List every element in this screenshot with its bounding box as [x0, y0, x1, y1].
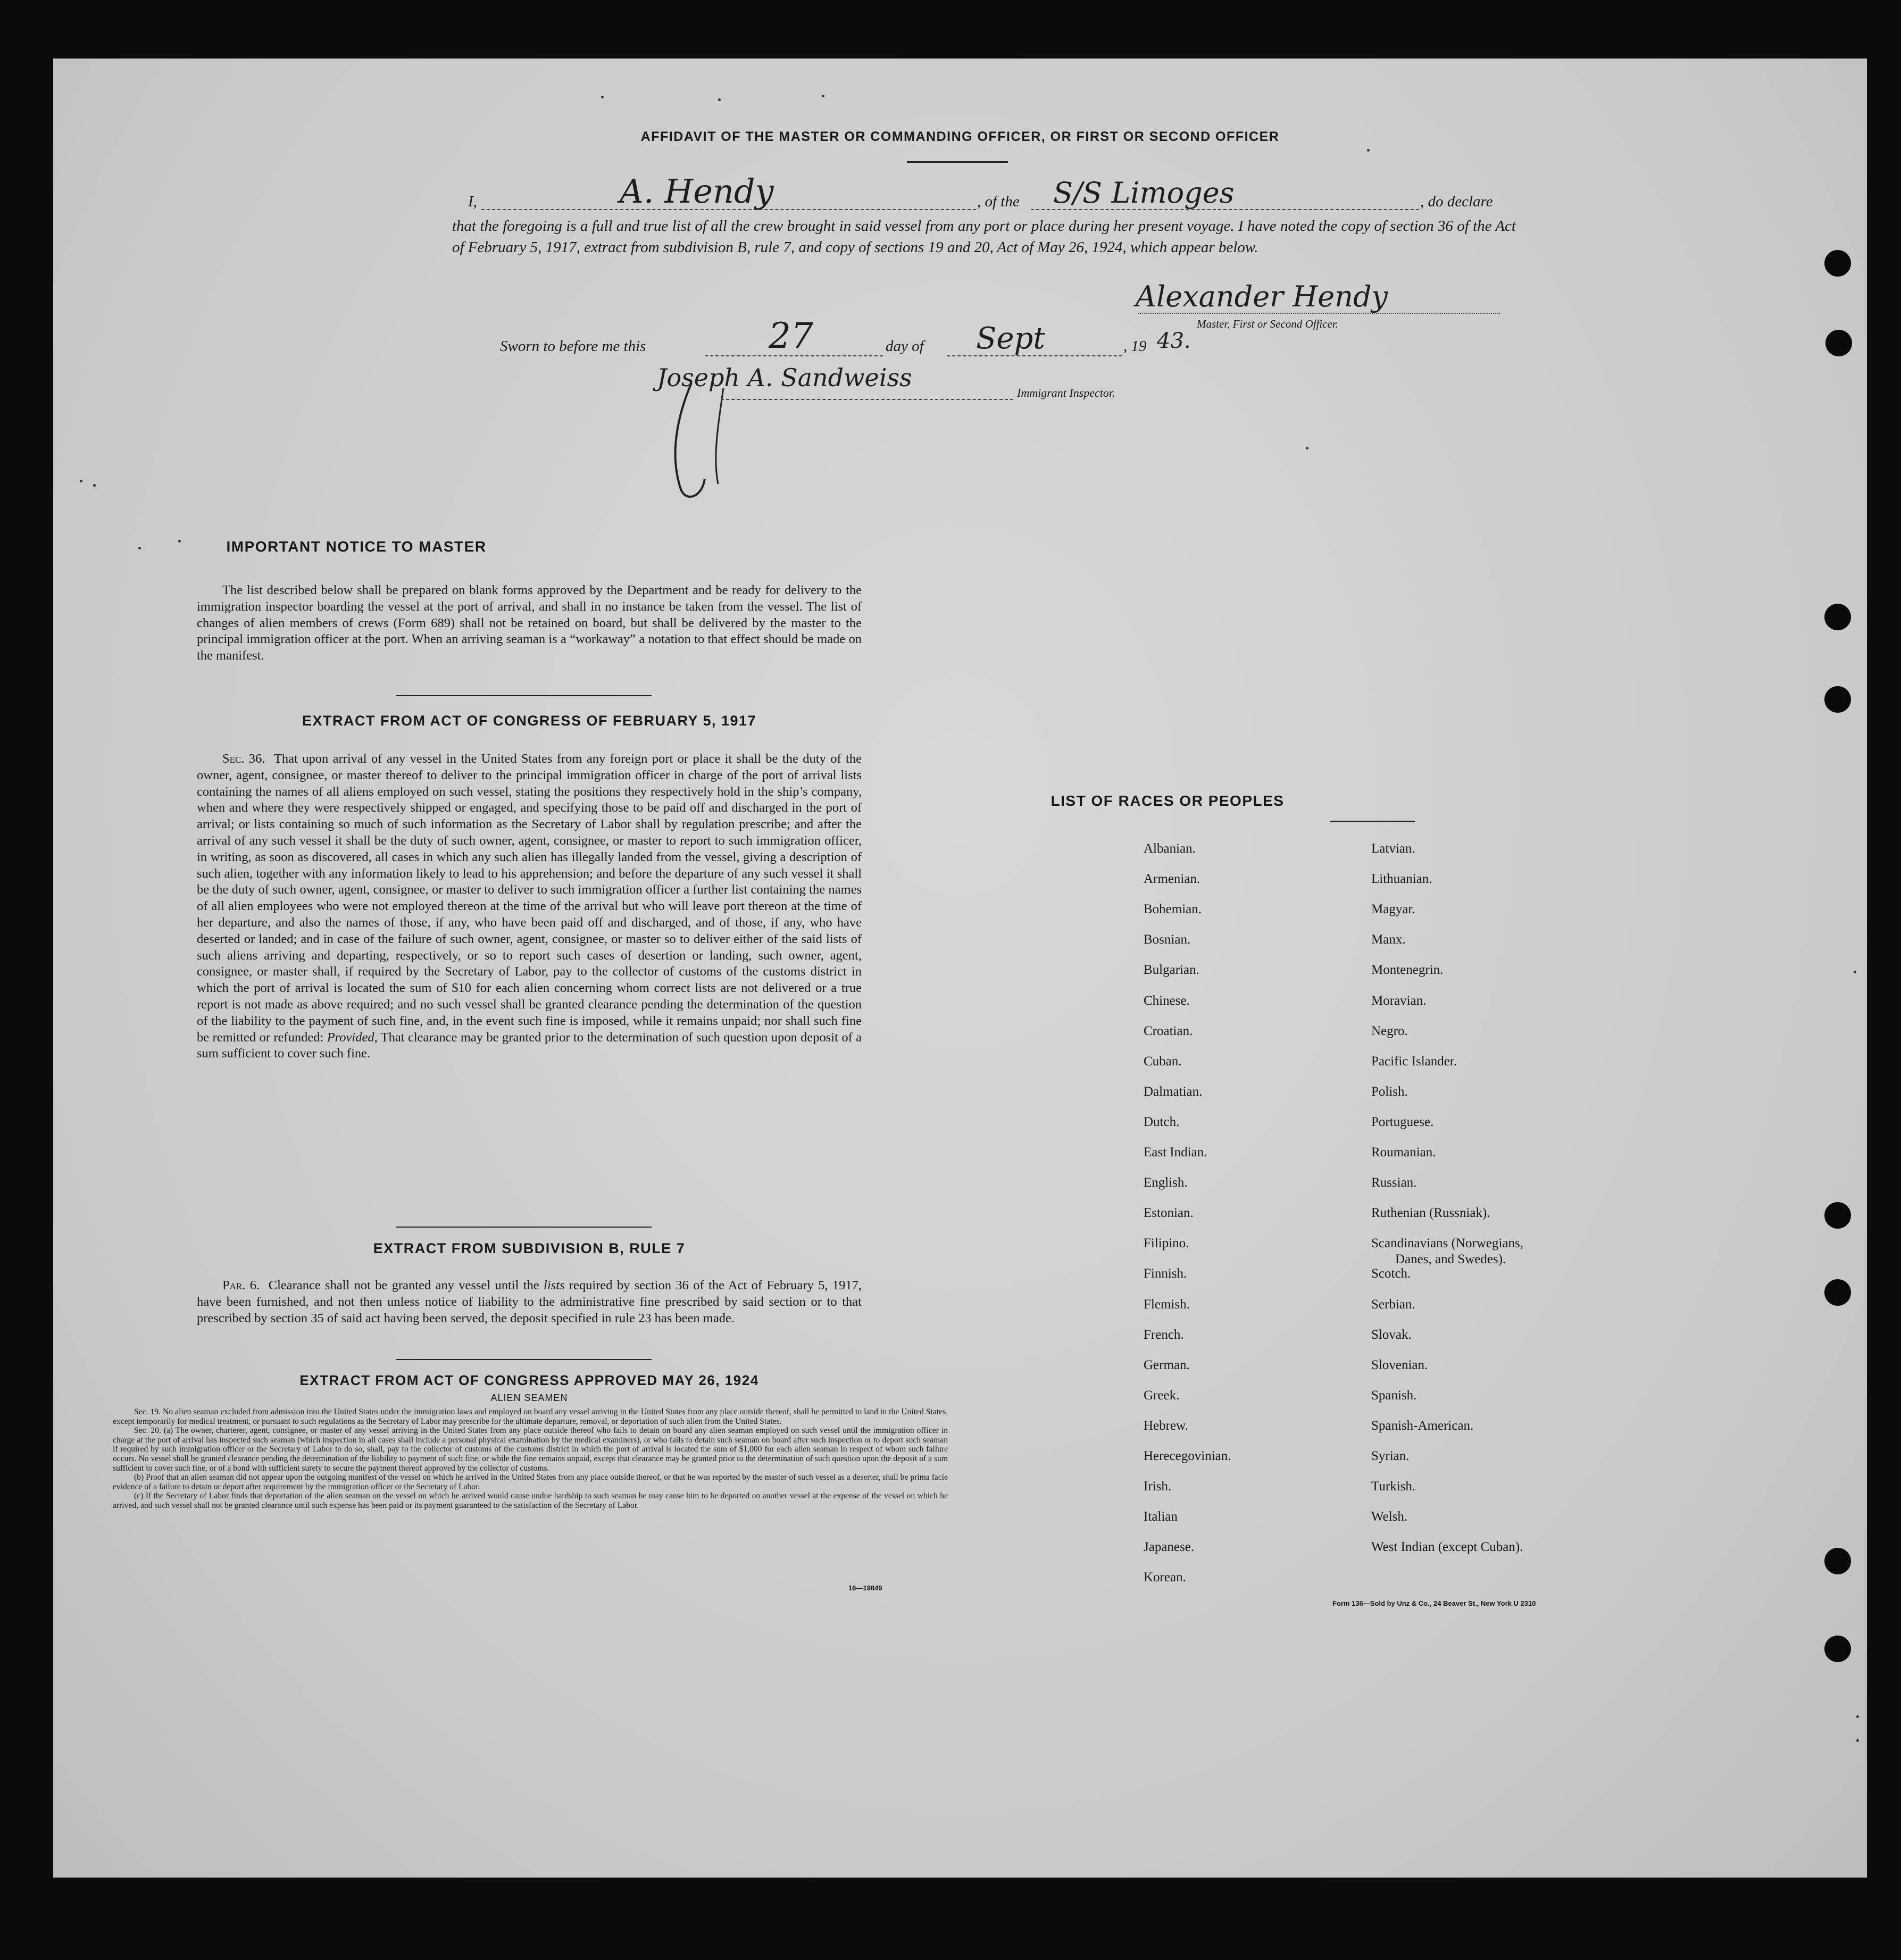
race-item: Manx. [1371, 932, 1406, 947]
race-item: Chinese. [1144, 993, 1190, 1008]
race-item: Ruthenian (Russniak). [1371, 1206, 1490, 1221]
par-6-body-b: required by section 36 of the Act of February 5, 1917, have been furnished, and not then unless notice of liability to the administrative fine prescribed by said section or to that prescribed by section 35 of said act having been served, the deposit specified in rule 23 has been made. [197, 1278, 862, 1325]
section-36-body: That upon arrival of any vessel in the United States from any foreign port or place it shall be the duty of the owner, agent, consignee, or master thereof to deliver to the principal immigration officer in charge of the port of arrival lists containing the names of all aliens employed on such vessel, stating the positions they respectively hold in the ship’s company, when and where they were respectively shipped or engaged, and specifying those to be paid off and discharged in the port of arrival; or lists containing so much of such information as the Secretary of Labor shall by regulation prescribe; and after the arrival of any such vessel it shall be the duty of such owner, agent, consignee, or master to report to such immigration officer, in writing, as soon as discovered, all cases in which any such alien has illegally landed from the vessel, giving a description of such alien, together with any information likely to lead to his apprehension; and before the departure of any such vessel it shall be the duty of such owner, agent, consignee, or master to deliver to such immigration officer a further list containing the names of all alien employees who were not employed thereon at the time of the arrival but who will leave port thereon at the time of her departure, and also the names of those, if any, who have been paid off and discharged, and of those, if any, who have deserted or landed; and in case of the failure of such owner, agent, consignee, or master so to deliver either of the said lists of such aliens arriving and departing, respectively, or so to report such cases of desertion or landing, such owner, agent, consignee, or master shall, if required by the Secretary of Labor, pay to the collector of customs of the customs district in which the port of arrival is located the sum of $10 for each alien concerning whom correct lists are not delivered or a true report is not made as above required; and no such vessel shall be granted clearance pending the determination of the question of the liability to the payment of such fine, and, in the event such fine is imposed, while it remains unpaid; nor shall such fine be remitted or refunded: [197, 752, 862, 1045]
race-item: Pacific Islander. [1371, 1054, 1457, 1069]
speck [138, 547, 141, 549]
race-item: German. [1144, 1357, 1190, 1372]
race-item: Montenegrin. [1371, 963, 1444, 978]
race-item: Bohemian. [1144, 902, 1202, 917]
punch-hole [1824, 250, 1851, 277]
notice-text [197, 582, 862, 664]
extract-1917-title: EXTRACT FROM ACT OF CONGRESS OF FEBRUARY 5, 1917 [302, 713, 757, 729]
race-item: Hebrew. [1144, 1418, 1188, 1433]
race-item: Slovak. [1371, 1327, 1412, 1342]
race-item: Moravian. [1371, 993, 1427, 1008]
race-item: Slovenian. [1371, 1357, 1428, 1372]
of-the-label: , of the [977, 193, 1020, 210]
vessel-handwritten: S/S Limoges [1053, 176, 1235, 210]
i-label: I, [468, 193, 477, 210]
extract-rule7-rule [396, 1359, 652, 1360]
notice-paragraph: The list described below shall be prepared on blank forms approved by the Department and be ready for delivery to the immigration inspector boarding the vessel at the port of arrival, and shall in no instance be taken from the vessel. The list of changes of alien members of crews (Form 689) shall not be retained on board, but shall be delivered by the master to the principal immigration officer at the port. When an arriving seaman is a “workaway” a notation to that effect should be made on the manifest. [197, 583, 862, 663]
race-item: Italian [1144, 1509, 1178, 1524]
race-item: Lithuanian. [1371, 872, 1432, 887]
master-signature-line [1138, 313, 1500, 314]
race-item: Danes, and Swedes). [1395, 1252, 1506, 1267]
provided-label: Provided, [327, 1030, 378, 1045]
race-item: Magyar. [1371, 902, 1415, 917]
race-item: Irish. [1144, 1479, 1172, 1494]
race-item: Finnish. [1144, 1266, 1187, 1281]
punch-hole [1824, 604, 1851, 630]
race-item: Herecegovinian. [1144, 1449, 1231, 1463]
race-item: Roumanian. [1371, 1145, 1436, 1160]
sec-20a-text: Sec. 20. (a) The owner, charterer, agent, consignee, or master of any vessel arriving in the United States from any place outside thereof who fails to detain on board any alien seaman employed on such vessel until the immigration officer in charge at the port of arrival has inspected such seaman (which inspection in all cases shall include a personal physical examination by the medical examiners), or who fails to detain such seaman on board after such inspection or to deport such seaman if required by such immigration officer or the Secretary of Labor to do so, shall, pay to the collector of customs of the customs district in which the port of arrival is located the sum of $1,000 for each alien seaman in respect of whom such failure occurs. No vessel shall be granted clearance pending the determination of the liability to payment of such fine, or while the fine remains unpaid, except that clearance may be granted prior to the determination of such question upon the deposit of a sum sufficient to cover such fine, or of a bond with sufficient surety to secure the payment thereof approved by the collector of customs. [113, 1426, 948, 1473]
race-item: Spanish-American. [1371, 1418, 1474, 1433]
alien-seamen-subtitle: ALIEN SEAMEN [490, 1392, 568, 1403]
declaration-text: that the foregoing is a full and true list of all the crew brought in said vessel from any port or place during her present voyage. I have noted the copy of section 36 of the Act of February 5, 1917, extract from subdivision B, rule 7, and copy of sections 19 and 20, Act of May 26, 1924, which appear below. [452, 218, 1516, 256]
race-item: Serbian. [1371, 1297, 1415, 1312]
sworn-month-handwritten: Sept [976, 321, 1045, 356]
speck [1306, 447, 1308, 449]
section-36-end: That clearance may be granted prior to the determination of such question upon deposit of a sum sufficient to cover such fine. [197, 1030, 862, 1061]
day-of-label: day of [886, 338, 924, 355]
races-title-text: LIST OF RACES OR PEOPLES [1050, 793, 1285, 809]
race-item: West Indian (except Cuban). [1371, 1540, 1523, 1555]
speck [1856, 1739, 1859, 1742]
master-signature: Alexander Hendy [1136, 280, 1388, 313]
inspector-signature: Joseph A. Sandweiss [657, 363, 912, 392]
speck [178, 540, 181, 543]
race-item: Estonian. [1144, 1206, 1194, 1221]
punch-hole [1824, 686, 1851, 713]
race-item: East Indian. [1144, 1145, 1207, 1160]
notice-rule [396, 695, 652, 696]
punch-hole [1824, 1202, 1851, 1229]
affidavit-title: AFFIDAVIT OF THE MASTER OR COMMANDING OFFICER, OR FIRST OR SECOND OFFICER [640, 129, 1280, 144]
race-item: Scandinavians (Norwegians, [1371, 1236, 1524, 1251]
race-item: Turkish. [1371, 1479, 1416, 1494]
race-item: French. [1144, 1327, 1184, 1342]
punch-hole [1824, 1636, 1851, 1662]
notice-title-text: IMPORTANT NOTICE TO MASTER [226, 538, 487, 555]
year-handwritten: 43. [1157, 329, 1191, 353]
title-rule [907, 161, 1008, 163]
year-prefix: , 19 [1123, 338, 1147, 355]
speck [80, 480, 82, 482]
race-item: Welsh. [1371, 1509, 1408, 1524]
extract-1924-text [113, 1407, 948, 1511]
race-item: Spanish. [1371, 1388, 1417, 1403]
punch-hole [1824, 1279, 1851, 1306]
sworn-label: Sworn to before me this [500, 338, 646, 355]
race-item: Portuguese. [1371, 1114, 1434, 1129]
document-sheet [53, 59, 1867, 1878]
master-caption: Master, First or Second Officer. [1197, 318, 1338, 330]
race-item: Croatian. [1144, 1023, 1193, 1038]
do-declare-label: , do declare [1420, 193, 1493, 210]
race-item: Korean. [1144, 1570, 1186, 1585]
sec-20c-text: (c) If the Secretary of Labor finds that deportation of the alien seaman on the vessel on which he arrived would cause undue hardship to such seaman he may cause him to be deported on another vessel at the expense of the vessel on which he arrived, and such vessel shall not be granted clearance until such expense has been paid or its payment guaranteed to the satisfaction of the Secretary of Labor. [113, 1491, 948, 1510]
speck [822, 95, 824, 97]
race-item: Flemish. [1144, 1297, 1190, 1312]
par-6-body-a: Clearance shall not be granted any vessel until the [268, 1278, 539, 1292]
race-item: Bosnian. [1144, 932, 1191, 947]
section-36-label: Sec. 36. [222, 752, 265, 766]
inspector-line [721, 399, 1013, 400]
speck [1367, 149, 1370, 152]
sworn-day-handwritten: 27 [769, 315, 813, 356]
race-item: Dutch. [1144, 1114, 1180, 1129]
speck [93, 484, 96, 487]
form-footer: Form 136—Sold by Unz & Co., 24 Beaver St., New York U 2310 [1332, 1599, 1536, 1607]
extract-1917-rule [396, 1227, 652, 1228]
speck [1854, 971, 1856, 973]
print-code: 16—19849 [848, 1584, 882, 1592]
race-item: Syrian. [1371, 1449, 1410, 1463]
master-name-handwritten: A. Hendy [620, 172, 774, 211]
race-item: Greek. [1144, 1388, 1180, 1403]
extract-1917-paragraph [197, 751, 862, 1062]
race-item: Bulgarian. [1144, 963, 1199, 978]
extract-1924-title: EXTRACT FROM ACT OF CONGRESS APPROVED MAY 26, 1924 [299, 1372, 759, 1388]
punch-hole [1824, 1548, 1851, 1574]
punch-hole [1825, 330, 1852, 356]
race-item: Negro. [1371, 1023, 1408, 1038]
speck [601, 96, 604, 98]
lists-word: lists [544, 1278, 565, 1292]
speck [718, 98, 721, 101]
sec-19-text: Sec. 19. No alien seaman excluded from admission into the United States under the immigration laws and employed on board any vessel arriving in the United States from any place outside thereof, shall be permitted to land in the United States, except temporarily for medical treatment, or pursuant to such regulations as the Secretary of Labor may prescribe for the ultimate departure, removal, or deportation of such alien from the United States. [113, 1407, 948, 1426]
extract-rule7-text [197, 1278, 862, 1327]
race-item: English. [1144, 1175, 1188, 1190]
inspector-signature-flourish [660, 378, 787, 505]
race-item: Latvian. [1371, 841, 1415, 856]
speck [1856, 1715, 1859, 1718]
sec-20b-text: (b) Proof that an alien seaman did not appear upon the outgoing manifest of the vessel on which he arrived in the United States from any place outside thereof, or that he was reported by the master of such vessel as a deserter, shall be prima facie evidence of a failure to detain or deport after requirement by the immigration officer or the Secretary of Labor. [113, 1473, 948, 1491]
race-item: Armenian. [1144, 872, 1200, 887]
race-item: Japanese. [1144, 1540, 1195, 1555]
extract-rule7-paragraph [197, 1278, 862, 1327]
race-item: Cuban. [1144, 1054, 1182, 1069]
race-item: Filipino. [1144, 1236, 1189, 1251]
race-item: Scotch. [1371, 1266, 1411, 1281]
extract-1917-text [197, 751, 862, 1062]
par-6-label: Par. 6. [222, 1278, 260, 1292]
races-rule [1330, 821, 1415, 822]
race-item: Polish. [1371, 1084, 1408, 1099]
race-item: Dalmatian. [1144, 1084, 1203, 1099]
extract-rule7-title: EXTRACT FROM SUBDIVISION B, RULE 7 [373, 1240, 686, 1256]
race-item: Albanian. [1144, 841, 1196, 856]
race-item: Russian. [1371, 1175, 1417, 1190]
inspector-caption: Immigrant Inspector. [1017, 386, 1115, 399]
